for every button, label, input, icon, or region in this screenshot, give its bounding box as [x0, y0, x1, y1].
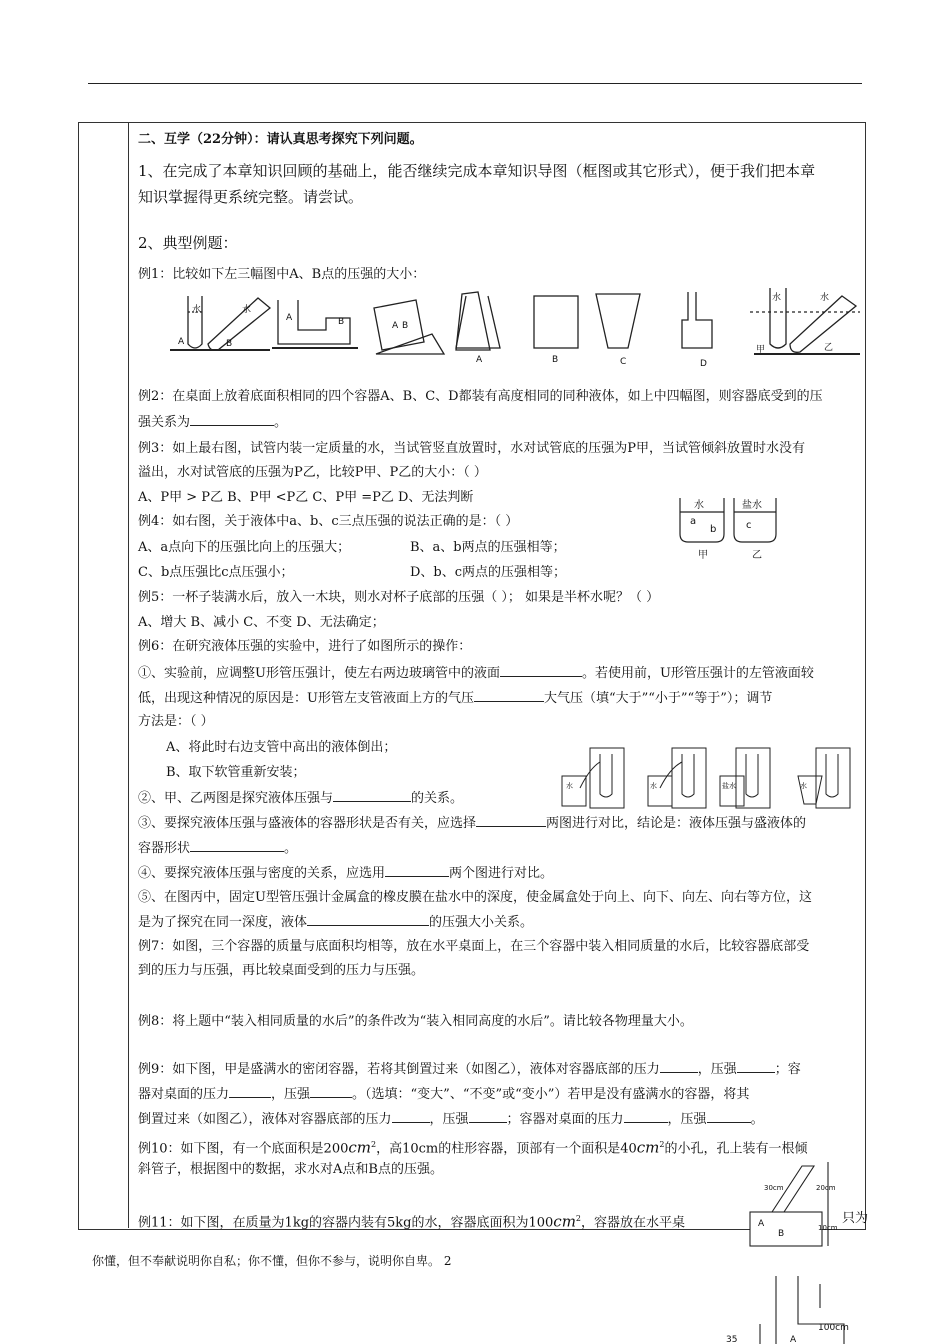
answer-blank[interactable] — [310, 1085, 352, 1098]
container-d-label: D — [700, 359, 707, 369]
svg-text:c: c — [746, 520, 752, 531]
example-9-line-3: 倒置过来（如图乙），液体对容器底部的压力 ，压强 ；容器对桌面的压力 ，压强 。 — [138, 1112, 764, 1127]
svg-text:水: 水 — [242, 305, 252, 315]
svg-text:水: 水 — [650, 782, 657, 790]
svg-text:水: 水 — [694, 500, 704, 511]
question-1-line-1: 1、在完成了本章知识回顾的基础上，能否继续完成本章知识导图（框图或其它形式），便于我们把本章 — [138, 162, 816, 180]
example-6-line-12: 是为了探究在同一深度，液体 的压强大小关系。 — [138, 915, 534, 930]
answer-blank[interactable] — [385, 864, 449, 877]
svg-text:水: 水 — [566, 782, 573, 790]
example-6-option-a: A、将此时右边支管中高出的液体倒出； — [166, 740, 397, 755]
example-6-line-2: ①、实验前，应调整U形管压强计，使左右两边玻璃管中的液面 。若使用前，U形管压强计的左管液面较 — [138, 666, 814, 681]
example-11-line-1-end: 只为 — [842, 1211, 869, 1226]
example-6-option-b: B、取下软管重新安装； — [166, 765, 306, 780]
example-3-line-1: 例3：如上最右图，试管内装一定质量的水，当试管竖直放置时，水对试管底的压强为P甲，当试管倾斜放置时水没有 — [138, 441, 806, 456]
fig-jia-label: 甲 — [756, 345, 766, 355]
example-2-line-2: 强关系为 。 — [138, 415, 288, 430]
example-6-line-1: 例6：在研究液体压强的实验中，进行了如图所示的操作： — [138, 639, 472, 654]
example-11-line-1: 例11：如下图，在质量为1kg的容器内装有5kg的水，容器底面积为$100cm^2$，容器放在水平桌 — [138, 1212, 686, 1231]
answer-blank[interactable] — [476, 814, 546, 827]
svg-text:盐水: 盐水 — [722, 782, 736, 790]
example-3-options: A、P甲 > P乙 B、P甲 <P乙 C、P甲 =P乙 D、无法判断 — [138, 490, 474, 505]
svg-text:水: 水 — [800, 782, 807, 790]
section-title: 二、互学（22分钟）：请认真思考探究下列问题。 — [138, 132, 423, 147]
answer-blank[interactable] — [190, 413, 274, 426]
answer-blank[interactable] — [190, 839, 284, 852]
svg-text:乙: 乙 — [752, 550, 762, 561]
example-4-line-1: 例4：如右图，关于液体中a、b、c三点压强的说法正确的是：（ ） — [138, 514, 519, 529]
answer-blank[interactable] — [707, 1110, 751, 1123]
svg-text:B: B — [402, 321, 409, 331]
example-4-option-b: B、a、b两点的压强相等； — [410, 540, 566, 555]
example-6-figures — [560, 744, 864, 814]
svg-text:B: B — [778, 1229, 785, 1239]
table-column-divider — [128, 122, 129, 1228]
example-6-line-8: ③、要探究液体压强与盛液体的容器形状是否有关，应选择 两图进行对比，结论是：液体压强与盛液体的 — [138, 816, 807, 831]
page-footer: 你懂，但不奉献说明你自私；你不懂，但你不参与，说明你自卑。 2 — [92, 1254, 452, 1268]
answer-blank[interactable] — [660, 1060, 698, 1073]
container-c-label: C — [620, 357, 627, 367]
example-4-figure — [676, 494, 786, 564]
container-b-label: B — [552, 355, 559, 365]
example-5-options: A、增大 B、减小 C、不变 D、无法确定； — [138, 615, 385, 630]
example-6-line-9: 容器形状 。 — [138, 841, 298, 856]
example-10-figure — [746, 1158, 862, 1250]
svg-text:10cm: 10cm — [818, 1224, 838, 1232]
svg-text:A: A — [286, 313, 293, 323]
example-6-line-3: 低，出现这种情况的原因是：U形管左支管液面上方的气压 大气压（填“大于”“小于”“等于”）；调节 — [138, 691, 773, 706]
example-7-line-2: 到的压力与压强，再比较桌面受到的压力与压强。 — [138, 963, 425, 978]
answer-blank[interactable] — [307, 913, 429, 926]
example-10-line-2: 斜管子，根据图中的数据，求水对A点和B点的压强。 — [138, 1162, 443, 1177]
svg-text:A: A — [790, 1335, 797, 1344]
example-1-figures — [170, 282, 860, 372]
example-6-line-10: ④、要探究液体压强与密度的关系，应选用 两个图进行对比。 — [138, 866, 554, 881]
svg-text:B: B — [338, 317, 345, 327]
svg-text:20cm: 20cm — [816, 1184, 836, 1192]
example-4-option-d: D、b、c两点的压强相等； — [410, 565, 567, 580]
svg-text:A: A — [758, 1219, 765, 1229]
answer-blank[interactable] — [469, 1110, 507, 1123]
svg-text:a: a — [690, 516, 697, 527]
answer-blank[interactable] — [737, 1060, 775, 1073]
example-5-line-1: 例5：一杯子装满水后，放入一木块，则水对杯子底部的压强（ ）； 如果是半杯水呢？（ ） — [138, 590, 660, 605]
example-10-line-1: 例10：如下图，有一个底面积是$200cm^2$，高10cm的柱形容器，顶部有一个面积是$40cm^2$的小孔，孔上装有一根倾 — [138, 1138, 808, 1157]
fig1-point-a: A — [178, 337, 185, 347]
example-6-line-11: ⑤、在图丙中，固定U型管压强计金属盒的橡皮膜在盐水中的深度，使金属盒处于向上、向下、向左、向右等方位，这 — [138, 890, 812, 905]
example-9-line-1: 例9：如下图，甲是盛满水的密闭容器，若将其倒置过来（如图乙），液体对容器底部的压力 ，压强 ；容 — [138, 1062, 801, 1077]
svg-text:100cm: 100cm — [818, 1323, 849, 1333]
example-7-line-1: 例7：如图，三个容器的质量与底面积均相等，放在水平桌面上，在三个容器中装入相同质量的水后，比较容器底部受 — [138, 939, 810, 954]
example-3-line-2: 溢出，水对试管底的压强为P乙，比较P甲、P乙的大小：（ ） — [138, 465, 487, 480]
example-2-line-1: 例2：在桌面上放着底面积相同的四个容器A、B、C、D都装有高度相同的同种液体，如上中四幅图，则容器底受到的压 — [138, 389, 823, 404]
header-rule — [88, 83, 862, 84]
question-2-title: 2、典型例题： — [138, 234, 238, 252]
svg-text:35: 35 — [726, 1335, 738, 1344]
example-4-option-a: A、a点向下的压强比向上的压强大； — [138, 540, 351, 555]
answer-blank[interactable] — [392, 1110, 430, 1123]
svg-text:30cm: 30cm — [764, 1184, 784, 1192]
container-a-label: A — [476, 355, 483, 365]
example-8: 例8：将上题中“装入相同质量的水后”的条件改为“装入相同高度的水后”。请比较各物理量大小。 — [138, 1014, 693, 1029]
example-4-option-c: C、b点压强比c点压强小； — [138, 565, 294, 580]
answer-blank[interactable] — [500, 664, 582, 677]
answer-blank[interactable] — [624, 1110, 668, 1123]
svg-text:b: b — [710, 524, 717, 535]
fig1-water-label: 水 — [192, 305, 202, 315]
answer-blank[interactable] — [474, 689, 544, 702]
fig-yi-label: 乙 — [824, 343, 834, 353]
svg-text:盐水: 盐水 — [742, 500, 762, 511]
answer-blank[interactable] — [229, 1085, 271, 1098]
svg-text:甲: 甲 — [698, 550, 708, 561]
answer-blank[interactable] — [333, 789, 411, 802]
fig1-point-b: B — [226, 339, 233, 349]
question-1-line-2: 知识掌握得更系统完整。请尝试。 — [138, 188, 364, 206]
example-1: 例1：比较如下左三幅图中A、B点的压强的大小： — [138, 267, 426, 282]
svg-text:水: 水 — [772, 293, 782, 303]
svg-text:A: A — [392, 321, 399, 331]
example-11-figure — [724, 1272, 864, 1344]
svg-text:水: 水 — [820, 293, 830, 303]
example-6-line-7: ②、甲、乙两图是探究液体压强与 的关系。 — [138, 791, 464, 806]
example-9-line-2: 器对桌面的压力 ，压强 。（选填：“变大”、“不变”或“变小”）若甲是没有盛满水的容器，将其 — [138, 1087, 750, 1102]
example-6-line-4: 方法是：（ ） — [138, 714, 214, 729]
